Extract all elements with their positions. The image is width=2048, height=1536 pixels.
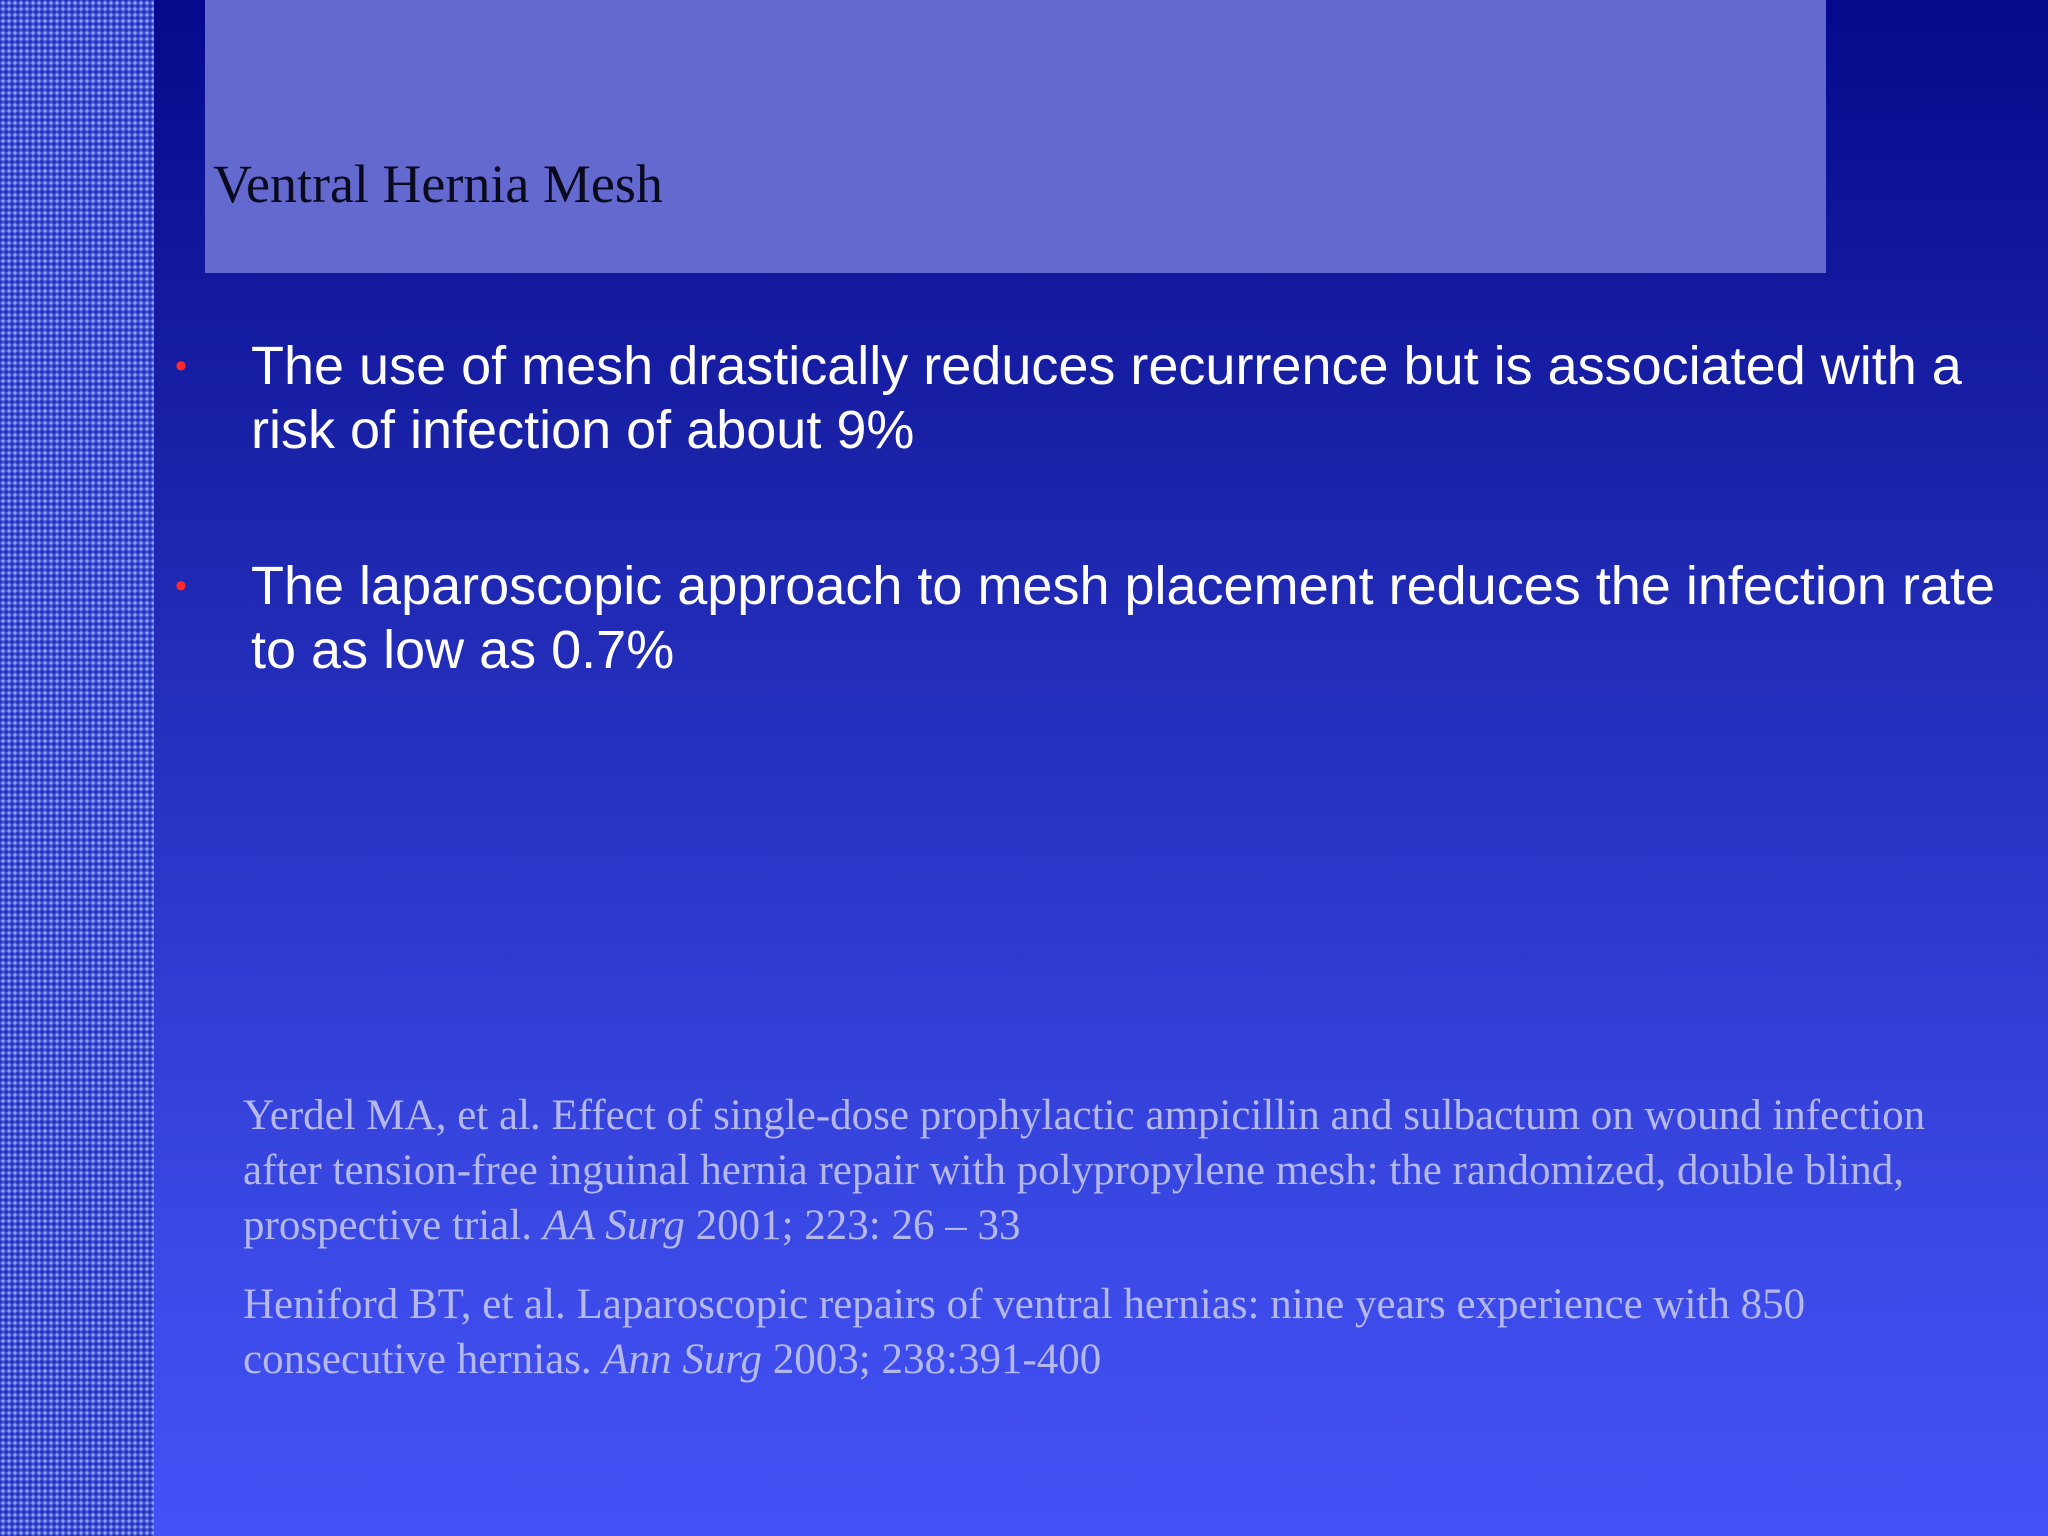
bullet-list — [175, 334, 1995, 774]
bullet-text: The laparoscopic approach to mesh placement reduces the infection rate to as low as 0.7% — [251, 556, 1996, 680]
reference-citation: 2001; 223: 26 – 33 — [684, 1202, 1021, 1249]
reference-text: Yerdel MA, et al. Effect of single-dose prophylactic ampicillin and sulbactum on wound infection after tension-free inguinal hernia repair with polypropylene mesh: the randomized, double blind, prospective trial. — [243, 1092, 1926, 1249]
title-banner — [205, 0, 1826, 273]
reference-item — [243, 1088, 1943, 1253]
references-section — [243, 1088, 1943, 1411]
reference-text: Heniford BT, et al. Laparoscopic repairs of ventral hernias: nine years experience with 850 consecutive hernias. — [243, 1281, 1806, 1383]
reference-item — [243, 1277, 1943, 1387]
bullet-item — [175, 334, 1995, 462]
decorative-side-pattern — [0, 0, 154, 1536]
reference-journal: Ann Surg — [602, 1336, 763, 1383]
reference-citation: 2003; 238:391-400 — [762, 1336, 1102, 1383]
bullet-item — [175, 554, 1995, 682]
bullet-marker-icon: • — [175, 567, 187, 605]
bullet-marker-icon: • — [175, 347, 187, 385]
reference-journal: AA Surg — [542, 1202, 685, 1249]
bullet-text: The use of mesh drastically reduces recurrence but is associated with a risk of infection of about 9% — [251, 336, 1962, 460]
slide-title: Ventral Hernia Mesh — [213, 154, 663, 214]
